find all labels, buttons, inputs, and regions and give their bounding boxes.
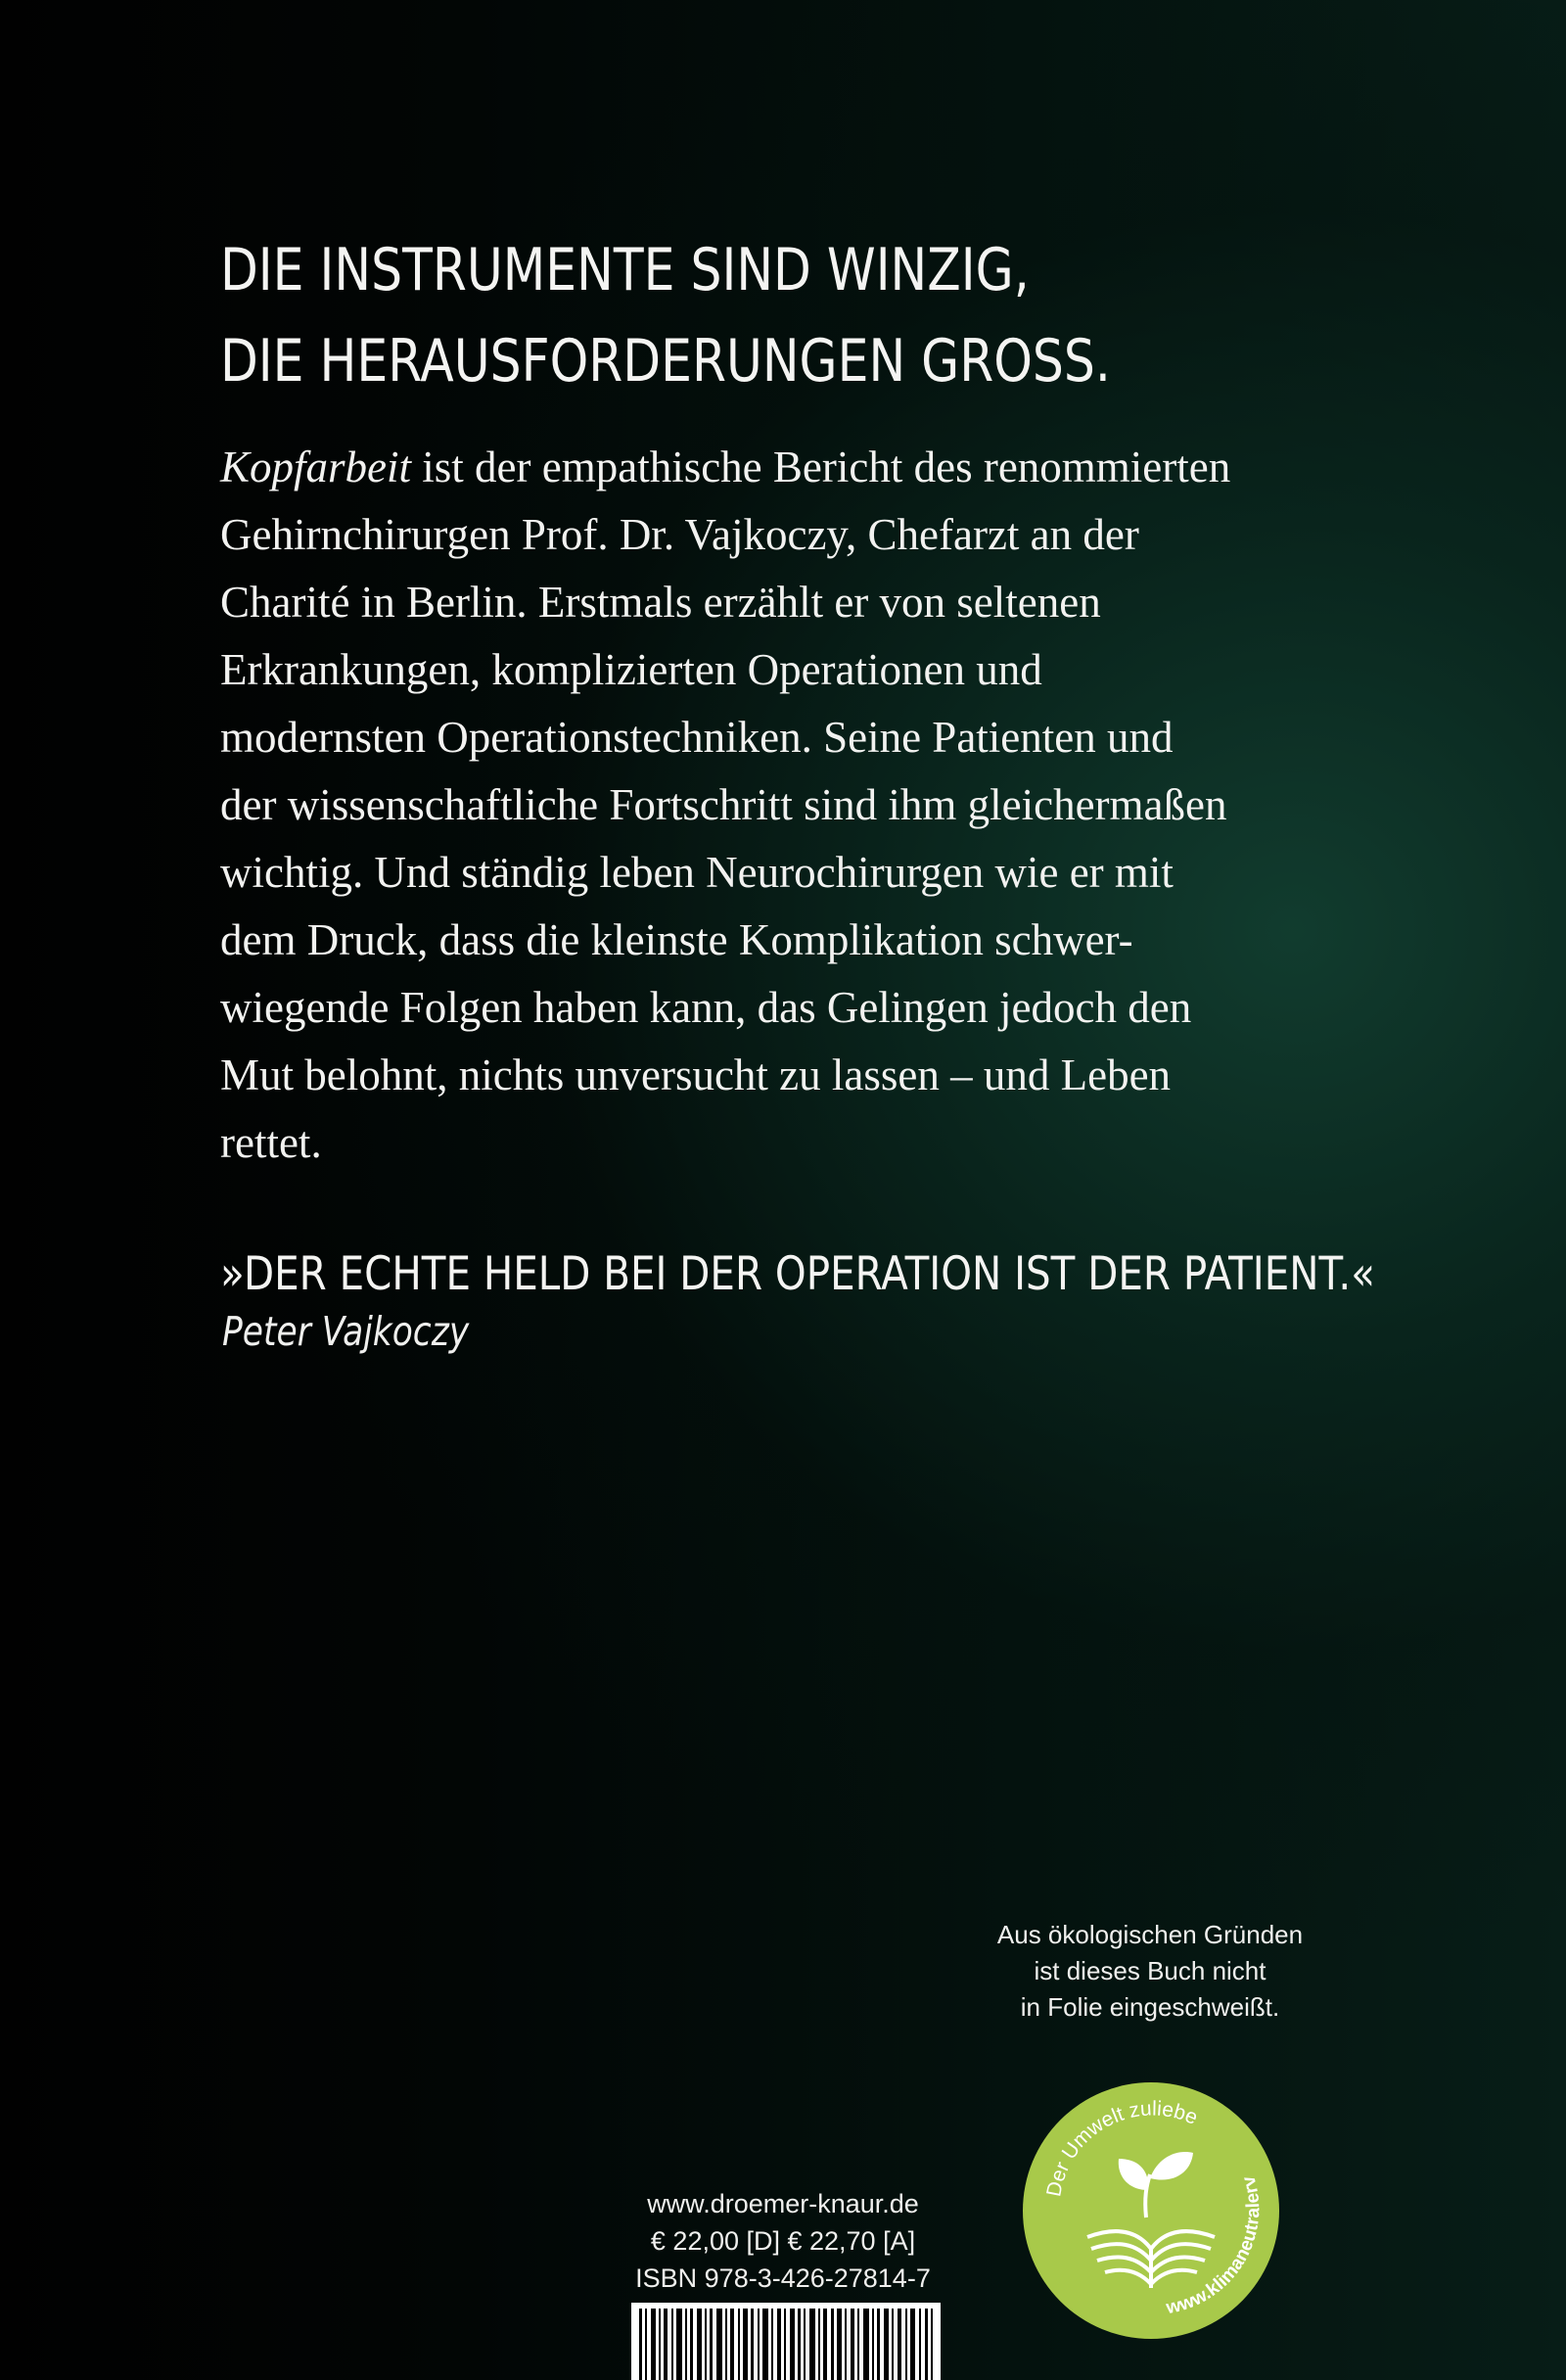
blurb-line: Charité in Berlin. Erstmals erzählt er von seltenen [220, 578, 1101, 627]
blurb-line: der wissenschaftliche Fortschritt sind ihm gleichermaßen [220, 780, 1227, 829]
pull-quote: »DER ECHTE HELD BEI DER OPERATION IST DER PATIENT.« [220, 1247, 1375, 1301]
eco-note-line-2: ist dieses Buch nicht [1034, 1956, 1267, 1985]
headline-line-2: DIE HERAUSFORDERUNGEN GROSS. [220, 327, 1111, 396]
blurb-line: modernsten Operationstechniken. Seine Patienten und [220, 713, 1174, 762]
blurb-line: wichtig. Und ständig leben Neurochirurgen wie er mit [220, 848, 1174, 897]
headline [220, 225, 1111, 407]
barcode-bars [631, 2303, 941, 2380]
barcode [631, 2303, 941, 2380]
badge-graphic [1021, 2080, 1281, 2341]
blurb-line: rettet. [220, 1118, 322, 1167]
climate-neutral-badge [1021, 2080, 1281, 2341]
badge-url-text: www.klimaneutralerv [1164, 2173, 1265, 2319]
publisher-url: www.droemer-knaur.de [647, 2189, 919, 2218]
eco-note-line-3: in Folie eingeschweißt. [1020, 1992, 1280, 2022]
blurb-line: dem Druck, dass die kleinste Komplikation schwer- [220, 915, 1133, 964]
isbn: ISBN 978-3-426-27814-7 [635, 2263, 931, 2293]
blurb-text [220, 434, 1365, 1177]
blurb-line: Kopfarbeit ist der empathische Bericht des renommierten [220, 443, 1231, 491]
book-title: Kopfarbeit [220, 443, 412, 491]
badge-top-text: Der Umwelt zuliebe [1042, 2097, 1202, 2199]
blurb-line: wiegende Folgen haben kann, das Gelingen jedoch den [220, 983, 1192, 1032]
badge-circle [1023, 2082, 1279, 2339]
blurb-line: Gehirnchirurgen Prof. Dr. Vajkoczy, Chefarzt an der [220, 510, 1139, 559]
headline-line-1: DIE INSTRUMENTE SIND WINZIG, [220, 236, 1030, 304]
quote-author: Peter Vajkoczy [222, 1308, 470, 1355]
price: € 22,00 [D] € 22,70 [A] [650, 2226, 916, 2256]
publisher-info [631, 2185, 935, 2297]
blurb-line: Erkrankungen, komplizierten Operationen und [220, 645, 1042, 694]
eco-note-line-1: Aus ökologischen Gründen [996, 1920, 1304, 1949]
eco-note [959, 1917, 1341, 2026]
blurb-line: Mut belohnt, nichts unversucht zu lassen – und Leben [220, 1050, 1172, 1099]
